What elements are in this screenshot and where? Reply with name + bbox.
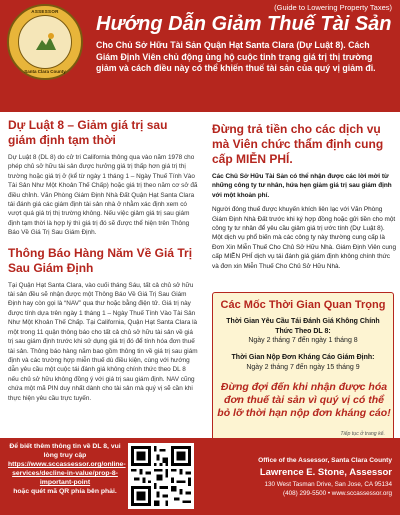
page-title: Hướng Dẫn Giảm Thuế Tài Sản [96, 13, 392, 35]
seal-emblem-icon [34, 30, 58, 54]
more-info-text [8, 442, 126, 496]
more-info-line2: hoặc quét mã QR phía bên phải. [13, 488, 117, 495]
deadline-label-appeal: Thời Gian Nộp Đơn Kháng Cáo Giám Định: [231, 354, 375, 361]
footer-left [0, 438, 200, 515]
guide-label: (Guide to Lowering Property Taxes) [274, 3, 392, 12]
deadline-value-review: Ngày 2 tháng 7 đến ngày 1 tháng 8 [248, 337, 358, 344]
deadline-label-review: Thời Gian Yêu Cầu Tái Đánh Giá Không Chính Thức Theo DL 8: [226, 318, 380, 335]
free-services-body: Người đóng thuế được khuyến khích liên lạc với Văn Phòng Giám Định Nhà Đất trước khi ký hợp đồng hoặc gửi tiền cho một công ty tư nhân để yêu cầu giảm giá trị ước tính (Dự Luật 8). Một dịch vụ phổ biến mà các công ty này thường cung cấp là Đơn Xin Miễn Thuế Cho Chủ Sở Hữu Nhà. Giám Định Viên cung cấp MIỄN PHÍ dịch vụ tái đánh giá giám định không chính thức và đơn xin Miễn Thuế Cho Chủ Sở Hữu Nhà. [212, 206, 396, 270]
right-column [212, 122, 396, 271]
free-services-warning-bold: Các Chủ Sở Hữu Tài Sản có thể nhận được các lời mời từ những công ty tư nhân, hứa hẹn giảm giá trị sau giám định với một khoản phí. [212, 173, 392, 199]
office-address: 130 West Tasman Drive, San Jose, CA 95134 [264, 481, 392, 488]
section-body-prop8: Dự Luật 8 (DL 8) do cử tri California thông qua vào năm 1978 cho phép chủ sở hữu tài sản được hưởng giá trị thấp hơn giá trị thị trường hoặc giá trị ở (kể từ ngày 1 tháng 1 – Ngày Thuế Tính Vào Tài Sản Như Một Khoản Thế Chấp) hoặc giá trị theo năm cơ sở đã điều chỉnh. Văn Phòng Giám Định Nhà Đất Quận Hạt Santa Clara tái đánh giá các giám định tài sản nhà ở nhằm xác định xem có vượt quá giá trị thị trường không. Nếu việc giảm giá trị sau giám định tạm thời là hợp lý thì giá trị đó sẽ được thể hiện trên Thông Báo Về Giá Trị Sau Giám Định. [8, 154, 198, 237]
qr-code-icon [131, 446, 191, 506]
header-banner [0, 0, 400, 112]
section-heading-free-services: Đừng trả tiền cho các dịch vụ mà Viên chức thẩm định cung cấp MIỄN PHÍ. [212, 122, 384, 166]
seal-bottom-text: Santa Clara County [24, 69, 66, 74]
footer-right [200, 438, 400, 515]
deadlines-title: Các Mốc Thời Gian Quan Trọng [220, 299, 386, 311]
deadline-callout: Đừng đợi đến khi nhận được hóa đơn thuế tài sản vì quý vị có thể bỏ lỡ thời hạn nộp đơn kháng cáo! [217, 381, 391, 419]
assessor-seal-logo [7, 4, 83, 80]
qr-code[interactable] [128, 443, 194, 509]
seal-center [18, 15, 72, 69]
left-column [8, 118, 198, 403]
section-heading-prop8: Dự Luật 8 – Giảm giá trị sau giám định tạm thời [8, 118, 168, 147]
section-body-annual-notice: Tại Quận Hạt Santa Clara, vào cuối tháng Sáu, tất cả chủ sở hữu tài sản đều sẽ nhận được một Thông Báo Về Giá Trị Sau Giám Định hay còn gọi là “NAV” qua thư hoặc bằng điện tử. Giá trị này được tính dựa trên ngày 1 tháng 1 – Ngày Thuế Tính Vào Tài Sản Như Một Khoản Thế Chấp. Tại California, Quận Hạt Santa Clara là một trong 11 quận thông báo cho tất cả chủ sở hữu tài sản về giá trị sau giám định trước khi sử dụng giá trị đó để tính hóa đơn thuế tài sản. Thông báo hàng năm bao gồm thông tin về giá trị sau giám định và các trường hợp miễn thuế dù điều kiện, cùng với hướng dẫn yêu cầu một cuộc tái đánh giá không chính thức theo DL 8 nếu chủ sở hữu không đồng ý với giá trị sau giám định. NAV cũng chứa một mã PIN duy nhất dành cho tài sản mà quý vị sẽ cần khi thực hiện yêu cầu trực tuyến. [8, 281, 198, 402]
section-heading-annual-notice: Thông Báo Hàng Năm Về Giá Trị Sau Giám Định [8, 245, 193, 275]
free-services-warning [212, 172, 396, 200]
more-info-line1: Để biết thêm thông tin về DL 8, vui lòng truy cập [9, 443, 121, 459]
more-info-link[interactable]: https://www.sccassessor.org/online-services/decline-in-value/prop-8-important-point [8, 461, 126, 486]
continued-note: Tiếp tục ở trang kế. [340, 431, 385, 437]
assessor-name: Lawrence E. Stone, Assessor [259, 467, 392, 478]
office-name: Office of the Assessor, Santa Clara County [258, 457, 392, 464]
office-contact[interactable]: (408) 299-5500 • www.sccassessor.org [283, 490, 392, 497]
deadlines-box [212, 292, 394, 443]
deadline-value-appeal: Ngày 2 tháng 7 đến ngày 15 tháng 9 [246, 364, 360, 371]
page-subtitle: Cho Chủ Sở Hữu Tài Sản Quận Hạt Santa Clara (Dự Luật 8). Cách Giám Định Viên chủ động ủng hộ cuộc tinh trạng giá trị thị trường giảm và cách điều này có thể khiến thuế tài sản của quý vị giảm đi. [96, 40, 376, 73]
seal-top-text: ASSESSOR [31, 9, 59, 14]
